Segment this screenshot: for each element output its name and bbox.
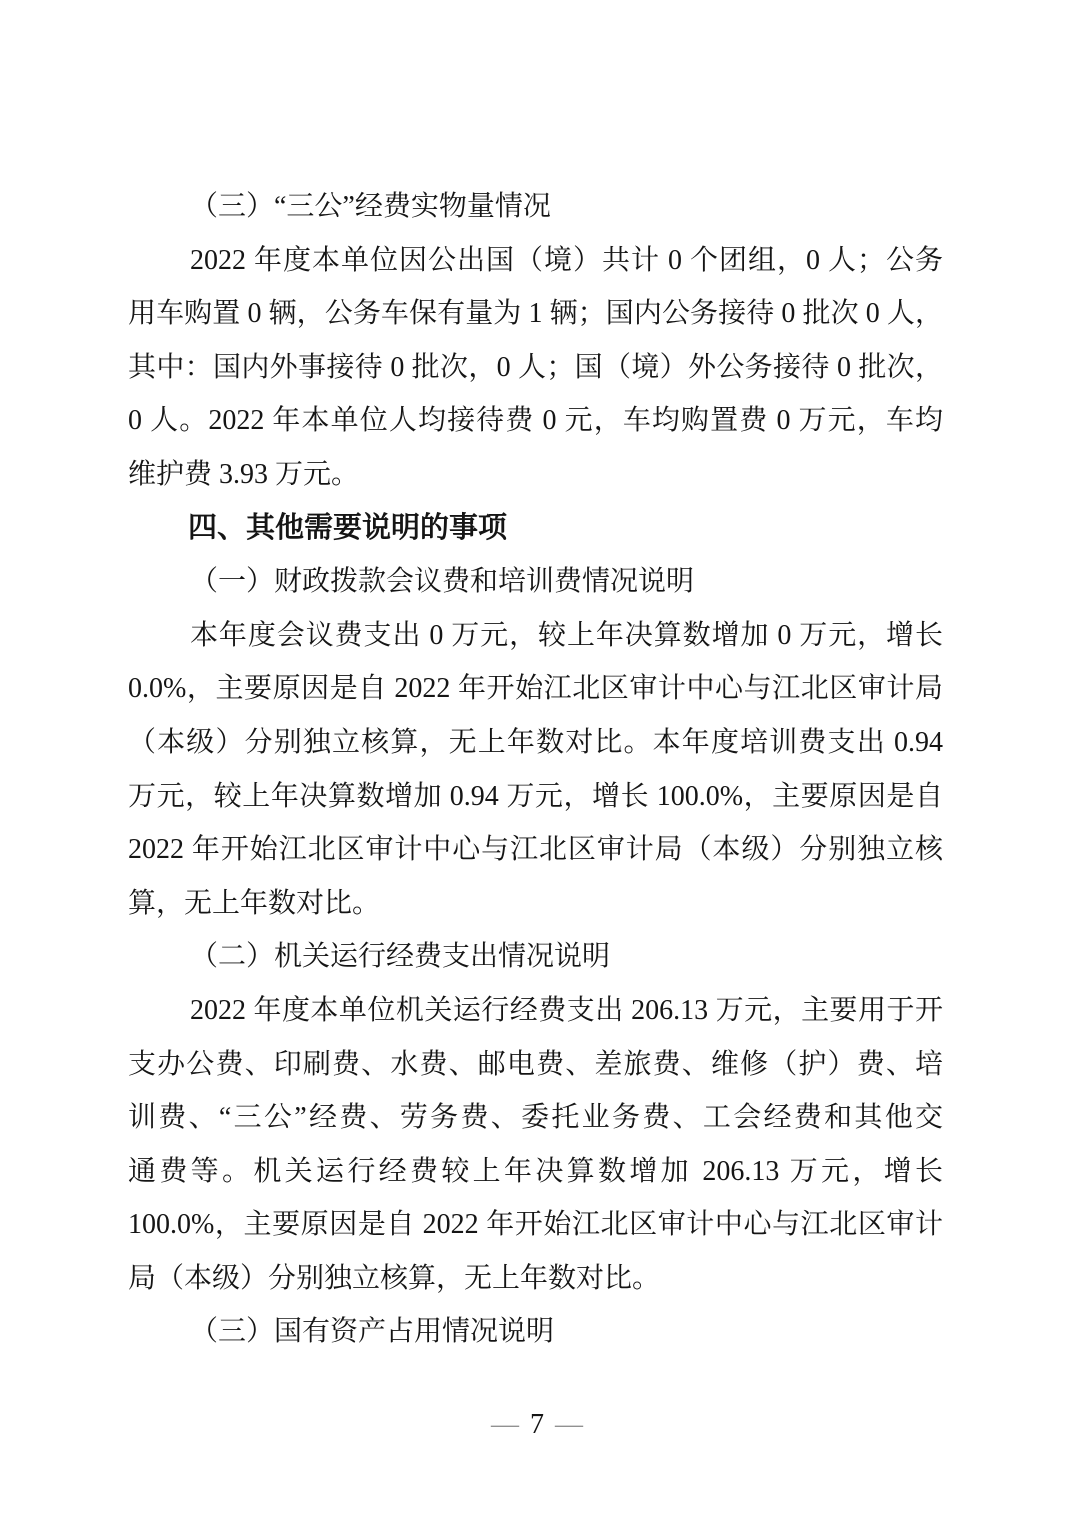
subsection-heading-three-state-assets: （三）国有资产占用情况说明 — [190, 1316, 555, 1348]
footer-dash-right: — — [555, 1409, 583, 1440]
paragraph-line: 局（本级）分别独立核算，无上年数对比。 — [128, 1262, 661, 1294]
paragraph-line: 训费、“三公”经费、劳务费、委托业务费、工会经费和其他交 — [128, 1102, 943, 1134]
paragraph-line: （本级）分别独立核算，无上年数对比。本年度培训费支出 0.94 — [128, 726, 943, 758]
page-footer — [0, 1405, 1074, 1445]
page-number: 7 — [530, 1409, 544, 1440]
paragraph-line: 100.0%，主要原因是自 2022 年开始江北区审计中心与江北区审计 — [128, 1209, 943, 1241]
subsection-heading-one-meeting-training-fee: （一）财政拨款会议费和培训费情况说明 — [190, 566, 695, 598]
paragraph-line: 2022 年度本单位因公出国（境）共计 0 个团组，0 人；公务 — [190, 244, 943, 276]
paragraph-line: 万元，较上年决算数增加 0.94 万元，增长 100.0%，主要原因是自 — [128, 780, 943, 812]
paragraph-line: 算，无上年数对比。 — [128, 887, 381, 919]
paragraph-line: 维护费 3.93 万元。 — [128, 458, 360, 490]
section-heading-four-other-items: 四、其他需要说明的事项 — [188, 511, 508, 544]
paragraph-line: 本年度会议费支出 0 万元，较上年决算数增加 0 万元，增长 — [190, 619, 943, 651]
paragraph-line: 其中：国内外事接待 0 批次，0 人；国（境）外公务接待 0 批次， — [128, 351, 943, 383]
paragraph-line: 0 人。2022 年本单位人均接待费 0 元，车均购置费 0 万元，车均 — [128, 405, 943, 437]
subsection-heading-three-public-expense: （三）“三公”经费实物量情况 — [190, 191, 551, 222]
page-content — [128, 180, 943, 1359]
subsection-heading-two-operating-expense: （二）机关运行经费支出情况说明 — [190, 941, 611, 973]
paragraph-line: 2022 年度本单位机关运行经费支出 206.13 万元，主要用于开 — [190, 994, 943, 1026]
paragraph-line: 用车购置 0 辆，公务车保有量为 1 辆；国内公务接待 0 批次 0 人， — [128, 298, 943, 330]
paragraph-line: 支办公费、印刷费、水费、邮电费、差旅费、维修（护）费、培 — [128, 1048, 943, 1080]
paragraph-line: 0.0%，主要原因是自 2022 年开始江北区审计中心与江北区审计局 — [128, 673, 943, 705]
paragraph-line: 通费等。机关运行经费较上年决算数增加 206.13 万元，增长 — [128, 1155, 943, 1187]
paragraph-line: 2022 年开始江北区审计中心与江北区审计局（本级）分别独立核 — [128, 834, 943, 866]
footer-dash-left: — — [491, 1409, 519, 1440]
